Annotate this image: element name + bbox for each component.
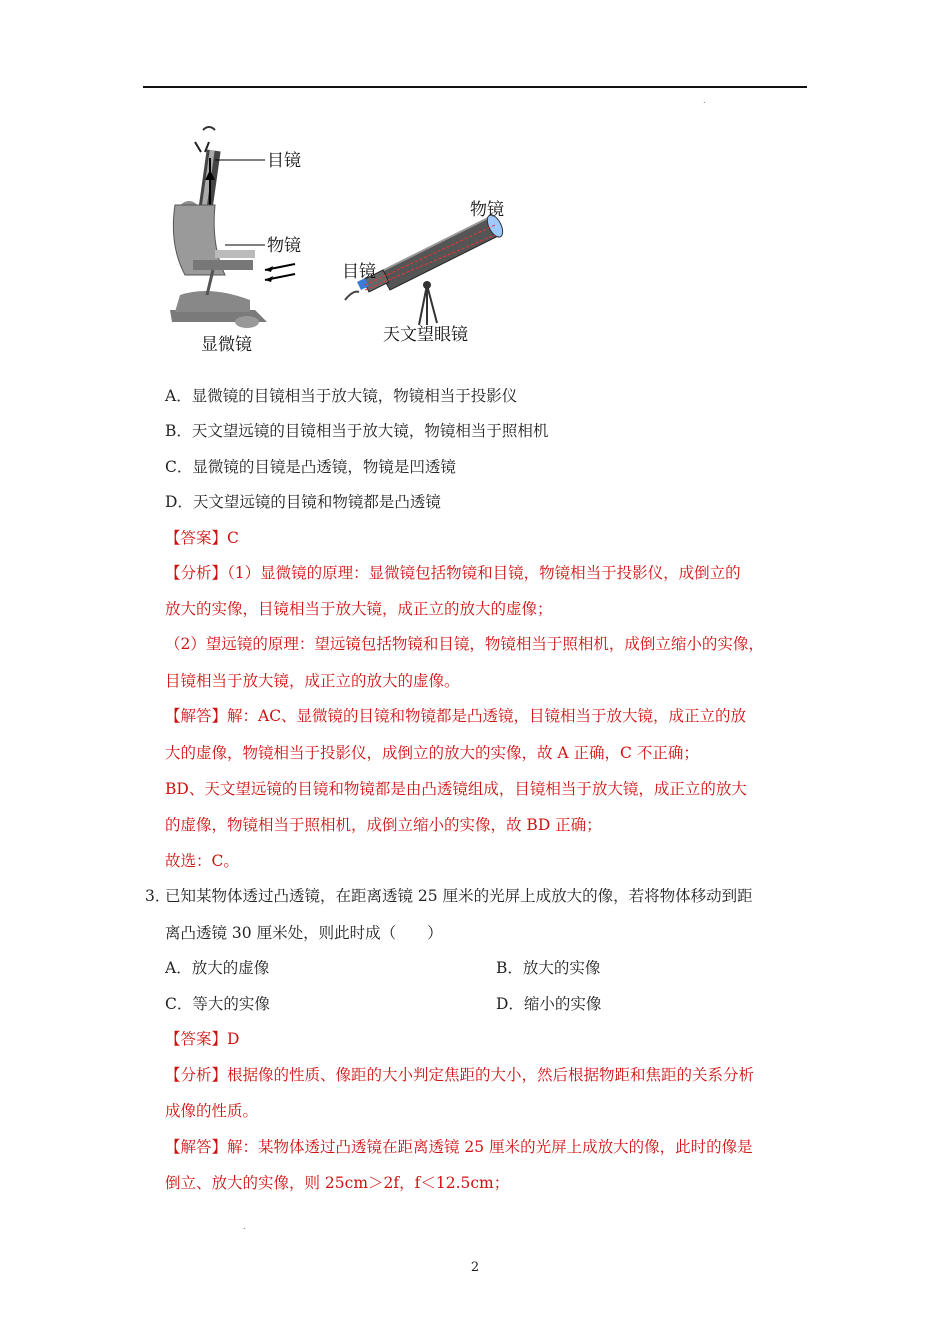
- telescope-caption: 天文望眼镜: [383, 325, 468, 345]
- telescope-eyepiece-label: 目镜: [342, 262, 376, 282]
- q3-stem-line: 离凸透镜 30 厘米处，则此时成（ ）: [165, 924, 443, 942]
- q3-number: 3．: [145, 887, 171, 905]
- q2-analysis-line: 放大的实像，目镜相当于放大镜，成正立的放大的虚像；: [165, 600, 553, 618]
- q3-analysis-line: 成像的性质。: [165, 1102, 259, 1120]
- microscope-eyepiece-label: 目镜: [267, 151, 301, 171]
- telescope-objective-label: 物镜: [470, 200, 504, 220]
- q3-option-c: C．等大的实像: [165, 995, 270, 1013]
- microscope-objective-label: 物镜: [267, 236, 301, 256]
- q2-answer: 【答案】C: [165, 529, 239, 547]
- microscope-caption: 显微镜: [201, 335, 252, 355]
- q2-option-b: B．天文望远镜的目镜相当于放大镜，物镜相当于照相机: [165, 422, 549, 440]
- q2-analysis-line: （2）望远镜的原理：望远镜包括物镜和目镜，物镜相当于照相机，成倒立缩小的实像，: [165, 635, 764, 653]
- q2-solution-line: 【解答】解：AC、显微镜的目镜和物镜都是凸透镜，目镜相当于放大镜，成正立的放: [165, 707, 747, 725]
- q3-solution-line: 【解答】解：某物体透过凸透镜在距离透镜 25 厘米的光屏上成放大的像，此时的像是: [165, 1138, 753, 1156]
- q3-option-d: D．缩小的实像: [496, 995, 602, 1013]
- q2-option-a: A．显微镜的目镜相当于放大镜，物镜相当于投影仪: [165, 387, 518, 405]
- q2-solution-line: BD、天文望远镜的目镜和物镜都是由凸透镜组成，目镜相当于放大镜，成正立的放大: [165, 780, 747, 798]
- q3-solution-line: 倒立、放大的实像，则 25cm＞2f，f＜12.5cm；: [165, 1174, 510, 1192]
- q3-answer: 【答案】D: [165, 1030, 240, 1048]
- page-number: 2: [470, 1260, 480, 1275]
- q2-solution-line: 的虚像，物镜相当于照相机，成倒立缩小的实像，故 BD 正确；: [165, 816, 602, 834]
- footer-dot: .: [243, 1222, 246, 1231]
- q2-option-c: C．显微镜的目镜是凸透镜，物镜是凹透镜: [165, 458, 456, 476]
- q2-analysis-line: 目镜相当于放大镜，成正立的放大的虚像。: [165, 672, 460, 690]
- q2-solution-line: 大的虚像，物镜相当于投影仪，成倒立的放大的实像，故 A 正确，C 不正确；: [165, 744, 699, 762]
- q3-option-a: A．放大的虚像: [165, 959, 270, 977]
- q2-option-d: D．天文望远镜的目镜和物镜都是凸透镜: [165, 493, 441, 511]
- q2-solution-line: 故选：C。: [165, 852, 239, 870]
- q3-stem-line: 已知某物体透过凸透镜，在距离透镜 25 厘米的光屏上成放大的像，若将物体移动到距: [165, 887, 753, 905]
- q3-option-b: B．放大的实像: [496, 959, 601, 977]
- header-dot: .: [703, 96, 706, 105]
- microscope-telescope-figure: [165, 120, 515, 360]
- header-rule: [143, 86, 807, 88]
- q2-analysis-line: 【分析】（1）显微镜的原理：显微镜包括物镜和目镜，物镜相当于投影仪，成倒立的: [165, 564, 741, 582]
- q3-analysis-line: 【分析】根据像的性质、像距的大小判定焦距的大小，然后根据物距和焦距的关系分析: [165, 1066, 755, 1084]
